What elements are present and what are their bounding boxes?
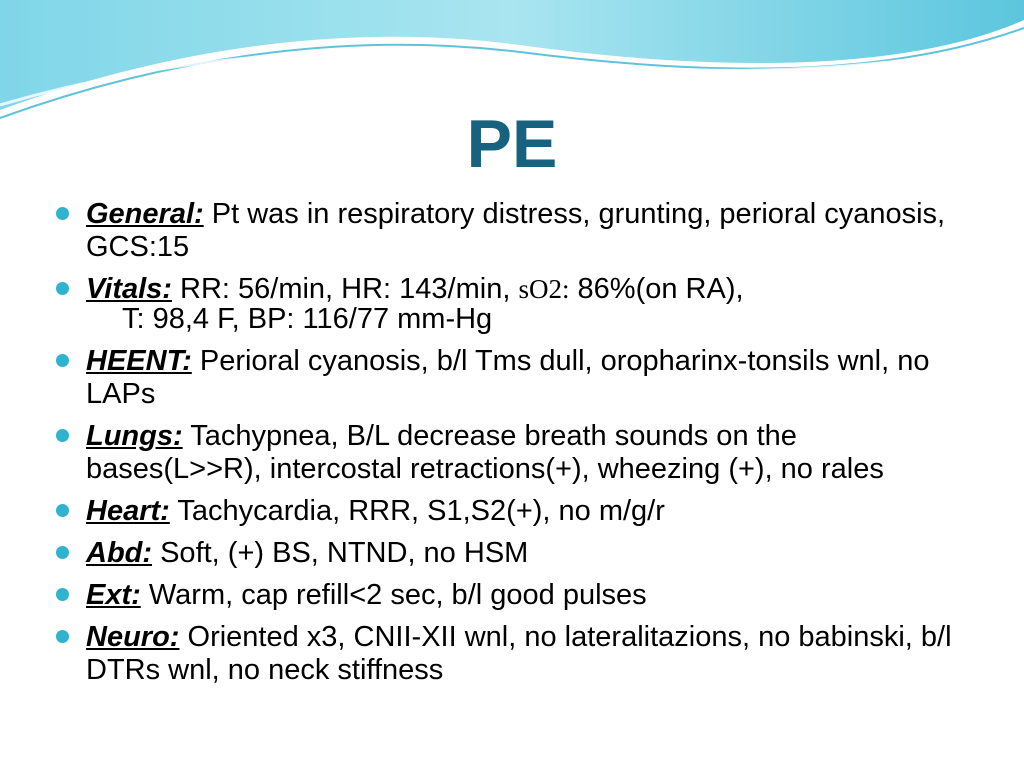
item-text: RR: 56/min, HR: 143/min, [180, 273, 511, 305]
list-item-heent [54, 345, 974, 411]
list-item-general [54, 198, 974, 264]
list-item-heart [54, 495, 974, 528]
list-item-abd [54, 537, 974, 570]
item-text: Soft, (+) BS, NTND, no HSM [160, 537, 529, 569]
item-continuation: T: 98,4 F, BP: 116/77 mm-Hg [122, 303, 493, 335]
item-text: Tachycardia, RRR, S1,S2(+), no m/g/r [177, 495, 665, 527]
item-text: Warm, cap refill<2 sec, b/l good pulses [148, 579, 647, 611]
item-label: Lungs: [86, 420, 183, 452]
slide-title: PE [466, 106, 558, 182]
item-label: General: [86, 198, 204, 230]
item-text: Oriented x3, CNII-XII wnl, no lateralitazions, no babinski, b/l DTRs wnl, no neck stiffness [86, 621, 952, 686]
bullet-icon [56, 429, 69, 442]
item-text: Tachypnea, B/L decrease breath sounds on the bases(L>>R), intercostal retractions(+), wheezing (+), no rales [86, 420, 884, 485]
exam-findings-list [54, 198, 974, 696]
spo2-label: sO2: [518, 274, 570, 304]
item-label: Abd: [86, 537, 153, 569]
list-item-lungs [54, 420, 974, 486]
bullet-icon [56, 588, 69, 601]
item-text: Perioral cyanosis, b/l Tms dull, oropharinx-tonsils wnl, no LAPs [86, 345, 930, 410]
item-label: Neuro: [86, 621, 180, 653]
item-label: Vitals: [86, 273, 172, 305]
bullet-icon [56, 207, 69, 220]
list-item-ext [54, 579, 974, 612]
item-label: Ext: [86, 579, 141, 611]
bullet-icon [56, 504, 69, 517]
item-label: HEENT: [86, 345, 192, 377]
list-item-vitals [54, 273, 974, 336]
bullet-icon [56, 546, 69, 559]
bullet-icon [56, 354, 69, 367]
item-label: Heart: [86, 495, 170, 527]
bullet-icon [56, 282, 69, 295]
bullet-icon [56, 630, 69, 643]
item-text: 86%(on RA), [577, 273, 744, 305]
item-text: Pt was in respiratory distress, grunting, perioral cyanosis, GCS:15 [86, 198, 946, 263]
list-item-neuro [54, 621, 974, 687]
